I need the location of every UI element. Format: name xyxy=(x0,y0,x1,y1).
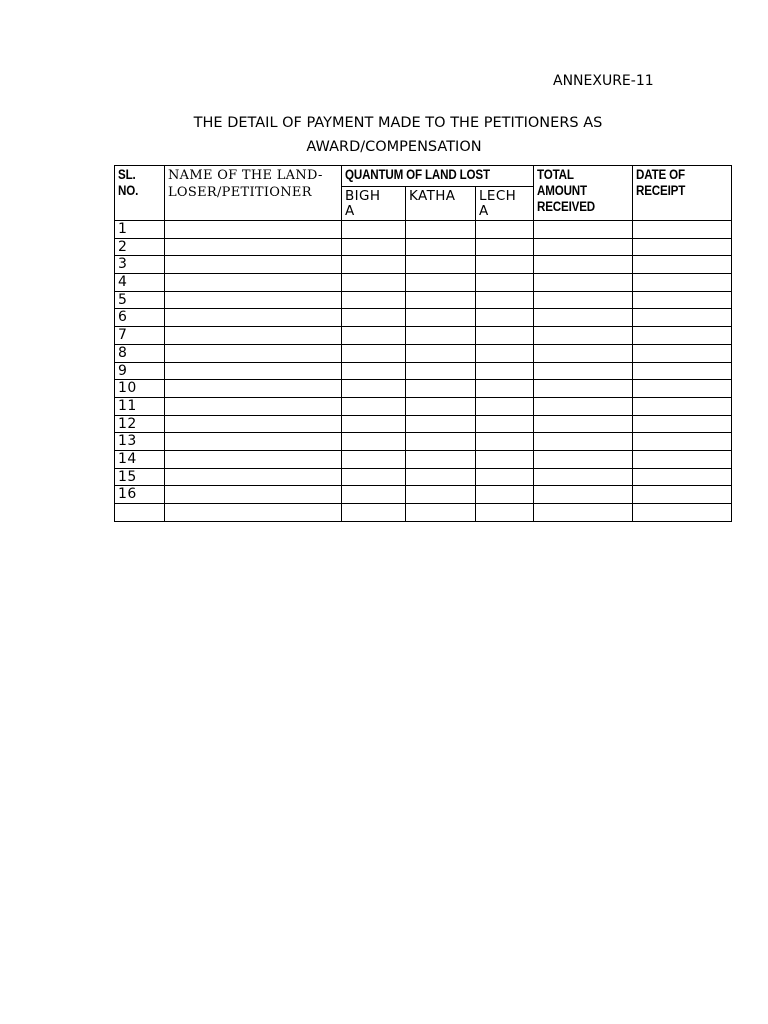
empty-cell xyxy=(633,344,732,362)
table-row xyxy=(115,221,732,239)
sl-no-value: 7 xyxy=(118,327,128,344)
empty-cell xyxy=(406,397,476,415)
empty-cell xyxy=(633,256,732,274)
empty-cell xyxy=(342,415,406,433)
table-row xyxy=(115,344,732,362)
annexure-label: ANNEXURE-11 xyxy=(553,73,654,89)
empty-cell xyxy=(476,397,534,415)
table-header-row xyxy=(115,166,732,187)
empty-cell xyxy=(633,397,732,415)
empty-cell xyxy=(476,238,534,256)
subheader-lecha-cell xyxy=(476,187,534,221)
empty-cell xyxy=(406,274,476,292)
sl-no-value: 4 xyxy=(118,274,128,291)
table-row xyxy=(115,380,732,398)
empty-cell xyxy=(633,380,732,398)
sl-no-value: 14 xyxy=(118,450,137,467)
empty-cell xyxy=(342,433,406,451)
empty-cell xyxy=(165,468,342,486)
empty-cell xyxy=(633,433,732,451)
table-row xyxy=(115,256,732,274)
empty-cell xyxy=(534,327,633,345)
table-row xyxy=(115,238,732,256)
sl-no-cell xyxy=(115,468,165,486)
header-quantum: QUANTUM OF LAND LOST xyxy=(345,167,490,182)
header-total-amount: TOTAL AMOUNT RECEIVED xyxy=(537,167,596,214)
empty-cell xyxy=(406,309,476,327)
empty-cell xyxy=(534,274,633,292)
empty-cell xyxy=(406,468,476,486)
empty-cell xyxy=(633,362,732,380)
empty-cell xyxy=(476,433,534,451)
empty-cell xyxy=(633,415,732,433)
sl-no-cell xyxy=(115,256,165,274)
empty-cell xyxy=(342,397,406,415)
sl-no-cell xyxy=(115,504,165,522)
empty-cell xyxy=(476,504,534,522)
empty-cell xyxy=(633,468,732,486)
sl-no-value: 6 xyxy=(118,309,128,326)
sl-no-value: 3 xyxy=(118,256,128,273)
empty-cell xyxy=(633,504,732,522)
sl-no-cell xyxy=(115,380,165,398)
sl-no-cell xyxy=(115,221,165,239)
empty-cell xyxy=(476,274,534,292)
empty-cell xyxy=(476,221,534,239)
empty-cell xyxy=(165,327,342,345)
empty-cell xyxy=(633,327,732,345)
payment-detail-table xyxy=(114,165,732,522)
empty-cell xyxy=(476,309,534,327)
table-row xyxy=(115,291,732,309)
empty-cell xyxy=(534,486,633,504)
empty-cell xyxy=(342,256,406,274)
empty-cell xyxy=(165,362,342,380)
empty-cell xyxy=(406,238,476,256)
table-row xyxy=(115,504,732,522)
table-row xyxy=(115,450,732,468)
empty-cell xyxy=(342,309,406,327)
sl-no-value: 11 xyxy=(118,397,137,414)
empty-cell xyxy=(342,486,406,504)
subheader-katha: KATHA xyxy=(409,188,456,204)
sl-no-value: 2 xyxy=(118,238,128,255)
document-title-line-1: THE DETAIL OF PAYMENT MADE TO THE PETITIONERS AS xyxy=(193,115,603,131)
sl-no-value: 12 xyxy=(118,415,137,432)
empty-cell xyxy=(476,486,534,504)
empty-cell xyxy=(534,397,633,415)
sl-no-value: 9 xyxy=(118,362,128,379)
empty-cell xyxy=(165,256,342,274)
empty-cell xyxy=(406,327,476,345)
empty-cell xyxy=(476,291,534,309)
empty-cell xyxy=(633,450,732,468)
empty-cell xyxy=(534,504,633,522)
table-row xyxy=(115,486,732,504)
sl-no-cell xyxy=(115,274,165,292)
empty-cell xyxy=(476,450,534,468)
empty-cell xyxy=(476,256,534,274)
sl-no-value: 8 xyxy=(118,344,128,361)
empty-cell xyxy=(406,415,476,433)
header-sl-no: SL. NO. xyxy=(118,167,139,198)
sl-no-value: 10 xyxy=(118,380,137,397)
header-date-of-receipt: DATE OF RECEIPT xyxy=(636,167,686,198)
empty-cell xyxy=(633,291,732,309)
empty-cell xyxy=(476,468,534,486)
empty-cell xyxy=(165,291,342,309)
empty-cell xyxy=(633,238,732,256)
empty-cell xyxy=(165,450,342,468)
empty-cell xyxy=(342,468,406,486)
header-quantum-cell xyxy=(342,166,534,187)
empty-cell xyxy=(406,344,476,362)
header-sl-no-cell xyxy=(115,166,165,221)
subheader-lecha: LECH A xyxy=(479,188,517,219)
empty-cell xyxy=(165,397,342,415)
table-row xyxy=(115,468,732,486)
empty-cell xyxy=(165,486,342,504)
empty-cell xyxy=(342,450,406,468)
empty-cell xyxy=(165,433,342,451)
subheader-katha-cell xyxy=(406,187,476,221)
empty-cell xyxy=(534,256,633,274)
header-date-cell xyxy=(633,166,732,221)
sl-no-value: 16 xyxy=(118,486,137,503)
sl-no-cell xyxy=(115,309,165,327)
document-title-line-2: AWARD/COMPENSATION xyxy=(306,139,482,155)
empty-cell xyxy=(534,221,633,239)
table-row xyxy=(115,327,732,345)
empty-cell xyxy=(476,344,534,362)
empty-cell xyxy=(165,415,342,433)
empty-cell xyxy=(406,380,476,398)
empty-cell xyxy=(406,433,476,451)
table-row xyxy=(115,309,732,327)
empty-cell xyxy=(534,433,633,451)
empty-cell xyxy=(534,415,633,433)
empty-cell xyxy=(342,274,406,292)
empty-cell xyxy=(165,504,342,522)
subheader-bigha: BIGH A xyxy=(345,188,381,219)
table-row xyxy=(115,415,732,433)
empty-cell xyxy=(406,291,476,309)
empty-cell xyxy=(406,486,476,504)
empty-cell xyxy=(534,468,633,486)
sl-no-cell xyxy=(115,291,165,309)
empty-cell xyxy=(342,504,406,522)
sl-no-cell xyxy=(115,450,165,468)
empty-cell xyxy=(534,344,633,362)
empty-cell xyxy=(476,362,534,380)
header-total-cell xyxy=(534,166,633,221)
sl-no-cell xyxy=(115,362,165,380)
empty-cell xyxy=(476,327,534,345)
empty-cell xyxy=(406,221,476,239)
sl-no-cell xyxy=(115,238,165,256)
empty-cell xyxy=(476,415,534,433)
empty-cell xyxy=(534,450,633,468)
sl-no-value: 5 xyxy=(118,291,128,308)
empty-cell xyxy=(342,380,406,398)
empty-cell xyxy=(534,291,633,309)
sl-no-value: 13 xyxy=(118,433,137,450)
empty-cell xyxy=(342,362,406,380)
empty-cell xyxy=(633,221,732,239)
empty-cell xyxy=(342,221,406,239)
header-name: NAME OF THE LAND-LOSER/PETITIONER xyxy=(168,168,323,200)
sl-no-value: 1 xyxy=(118,221,128,237)
empty-cell xyxy=(406,450,476,468)
header-name-cell xyxy=(165,166,342,221)
empty-cell xyxy=(476,380,534,398)
empty-cell xyxy=(534,238,633,256)
sl-no-cell xyxy=(115,344,165,362)
empty-cell xyxy=(165,344,342,362)
empty-cell xyxy=(165,274,342,292)
sl-no-cell xyxy=(115,415,165,433)
empty-cell xyxy=(342,291,406,309)
sl-no-cell xyxy=(115,486,165,504)
table-row xyxy=(115,397,732,415)
empty-cell xyxy=(165,380,342,398)
empty-cell xyxy=(534,309,633,327)
empty-cell xyxy=(342,327,406,345)
empty-cell xyxy=(165,238,342,256)
empty-cell xyxy=(633,486,732,504)
empty-cell xyxy=(342,238,406,256)
empty-cell xyxy=(633,309,732,327)
empty-cell xyxy=(406,362,476,380)
empty-cell xyxy=(165,221,342,239)
sl-no-cell xyxy=(115,327,165,345)
subheader-bigha-cell xyxy=(342,187,406,221)
empty-cell xyxy=(165,309,342,327)
empty-cell xyxy=(406,256,476,274)
empty-cell xyxy=(342,344,406,362)
sl-no-cell xyxy=(115,433,165,451)
table-row xyxy=(115,362,732,380)
table-row xyxy=(115,274,732,292)
sl-no-value: 15 xyxy=(118,468,137,485)
sl-no-cell xyxy=(115,397,165,415)
empty-cell xyxy=(534,362,633,380)
table-row xyxy=(115,433,732,451)
empty-cell xyxy=(633,274,732,292)
empty-cell xyxy=(534,380,633,398)
empty-cell xyxy=(406,504,476,522)
